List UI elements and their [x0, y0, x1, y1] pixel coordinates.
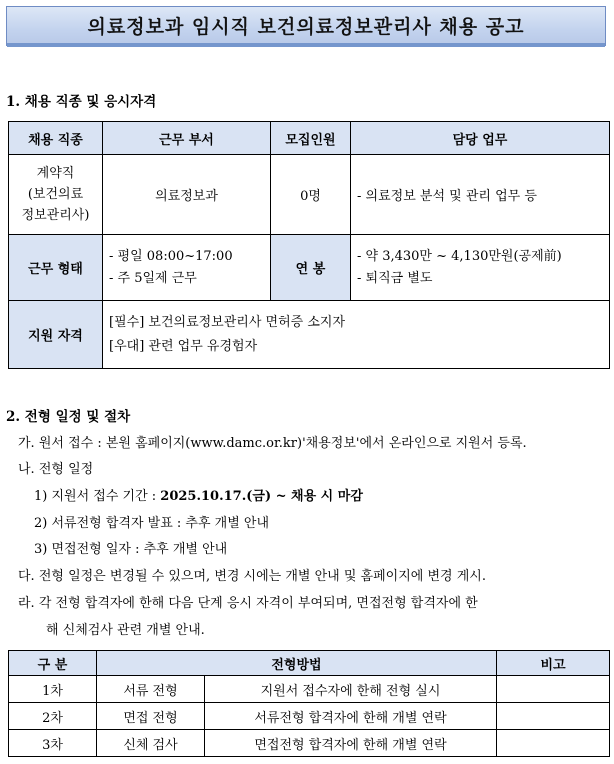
job-line: 정보관리사)	[21, 208, 90, 223]
qual-label: 지원 자격	[9, 301, 103, 369]
title-banner	[6, 6, 606, 46]
work-cell	[103, 235, 271, 301]
header-dept: 근무 부서	[103, 122, 271, 155]
job-cell	[9, 155, 103, 235]
step-c: 다. 전형 일정은 변경될 수 있으며, 변경 시에는 개별 안내 및 홈페이지에 변경 게시.	[18, 569, 486, 584]
note-cell	[497, 730, 610, 757]
table-row	[9, 730, 610, 757]
job-line: 계약직	[36, 166, 75, 181]
salary-line: - 약 3,430만 ~ 4,130만원(공제前)	[357, 248, 562, 264]
qual-cell	[103, 301, 610, 369]
method-cell: 서류 전형	[97, 676, 205, 703]
qual-line: [우대] 관련 업무 유경험자	[109, 338, 258, 354]
header-stage: 구 분	[9, 651, 97, 676]
salary-cell	[351, 235, 610, 301]
header-duty: 담당 업무	[351, 122, 610, 155]
note-cell	[497, 676, 610, 703]
qual-line: [필수] 보건의료정보관리사 면허증 소지자	[109, 314, 346, 330]
step-b2: 2) 서류전형 합격자 발표 : 추후 개별 안내	[34, 516, 270, 531]
dept-cell: 의료정보과	[103, 155, 271, 235]
salary-line: - 퇴직금 별도	[357, 270, 433, 286]
step-a: 가. 원서 접수 : 본원 홈페이지(www.damc.or.kr)'채용정보'에서 온라인으로 지원서 등록.	[18, 436, 527, 451]
duty-cell: - 의료정보 분석 및 관리 업무 등	[351, 155, 610, 235]
stage-cell: 2차	[9, 703, 97, 730]
header-count: 모집인원	[271, 122, 351, 155]
page-title: 의료정보과 임시직 보건의료정보관리사 채용 공고	[7, 15, 605, 47]
desc-cell: 면접전형 합격자에 한해 개별 연락	[205, 730, 497, 757]
desc-cell: 서류전형 합격자에 한해 개별 연락	[205, 703, 497, 730]
step-b3: 3) 면접전형 일자 : 추후 개별 안내	[34, 542, 228, 557]
step-d2: 해 신체검사 관련 개별 안내.	[46, 623, 205, 638]
table-row	[9, 676, 610, 703]
header-job: 채용 직종	[9, 122, 103, 155]
step-b: 나. 전형 일정	[18, 462, 94, 477]
method-cell: 면접 전형	[97, 703, 205, 730]
job-table	[8, 121, 610, 369]
header-method: 전형방법	[97, 651, 497, 676]
stage-cell: 1차	[9, 676, 97, 703]
table-row	[9, 703, 610, 730]
process-table	[8, 650, 610, 757]
method-cell: 신체 검사	[97, 730, 205, 757]
section1-heading: 1. 채용 직종 및 응시자격	[6, 94, 157, 110]
stage-cell: 3차	[9, 730, 97, 757]
step-b1-date: 2025.10.17.(금) ~ 채용 시 마감	[160, 489, 363, 504]
step-b1	[34, 485, 363, 504]
section2-heading: 2. 전형 일정 및 절차	[6, 409, 131, 425]
work-line: - 주 5일제 근무	[109, 270, 197, 286]
salary-label: 연 봉	[271, 235, 351, 301]
work-label: 근무 형태	[9, 235, 103, 301]
work-line: - 평일 08:00~17:00	[109, 248, 233, 264]
header-note: 비고	[497, 651, 610, 676]
step-d1: 라. 각 전형 합격자에 한해 다음 단계 응시 자격이 부여되며, 면접전형 합격자에 한	[18, 596, 478, 611]
job-line: (보건의료	[27, 187, 84, 202]
step-b1-prefix: 1) 지원서 접수 기간 :	[34, 489, 161, 504]
count-cell: 0명	[271, 155, 351, 235]
desc-cell: 지원서 접수자에 한해 전형 실시	[205, 676, 497, 703]
note-cell	[497, 703, 610, 730]
